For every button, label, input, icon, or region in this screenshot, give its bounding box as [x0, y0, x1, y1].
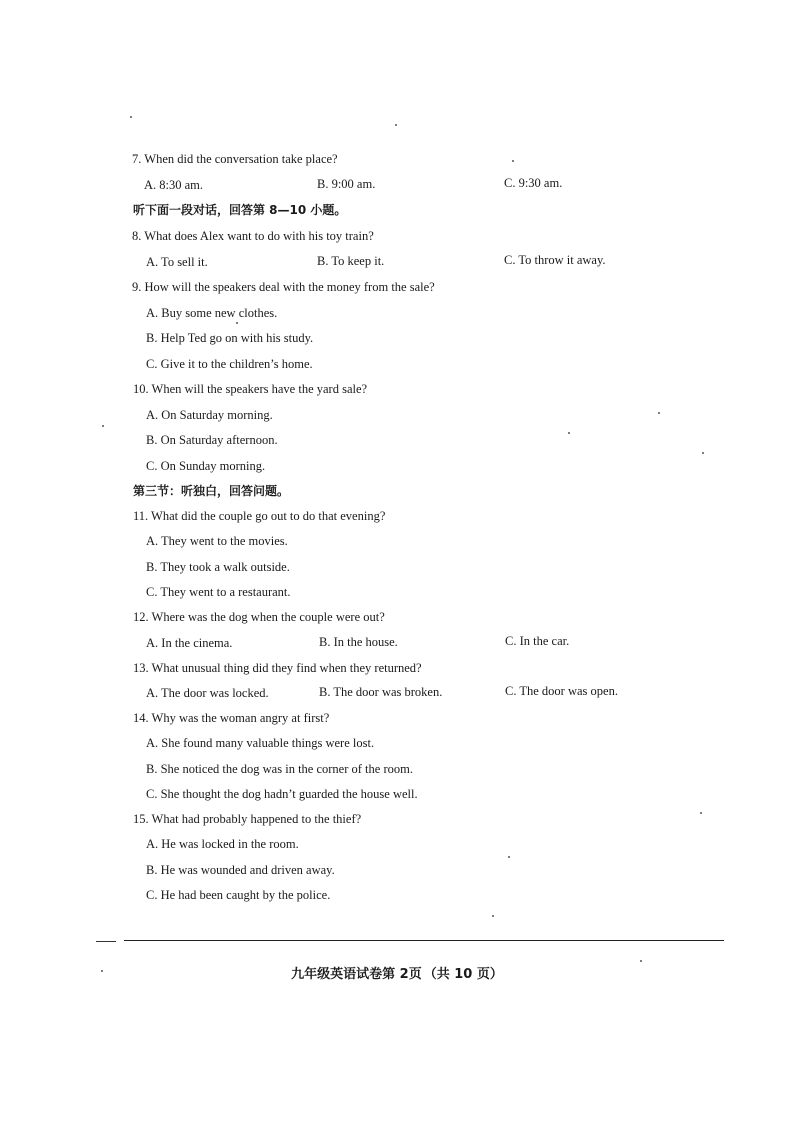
q8-option-a: A. To sell it. — [146, 255, 208, 269]
footer-rule — [124, 940, 724, 941]
scan-speck — [640, 960, 642, 962]
q13-option-a: A. The door was locked. — [146, 686, 269, 700]
scan-speck — [508, 856, 510, 858]
q10-option-c: C. On Sunday morning. — [146, 459, 266, 473]
q7-option-c: C. 9:30 am. — [504, 176, 563, 190]
question-9: 9. How will the speakers deal with the money from the sale? — [132, 280, 435, 294]
scan-speck — [512, 160, 514, 162]
q12-option-a: A. In the cinema. — [146, 636, 233, 650]
q14-option-a: A. She found many valuable things were lost. — [146, 736, 375, 750]
q11-option-c: C. They went to a restaurant. — [146, 585, 291, 599]
section-3-heading: 第三节：听独白，回答问题。 — [133, 484, 290, 498]
question-7: 7. When did the conversation take place? — [132, 152, 338, 166]
footer-page-label: 九年级英语试卷第 2页 — [291, 967, 422, 982]
q10-option-b: B. On Saturday afternoon. — [146, 433, 278, 447]
scan-speck — [236, 322, 238, 324]
q11-option-a: A. They went to the movies. — [146, 534, 288, 548]
question-15: 15. What had probably happened to the thief? — [133, 812, 362, 826]
q14-option-b: B. She noticed the dog was in the corner of the room. — [146, 762, 413, 776]
instruction-8-10: 听下面一段对话，回答第 8—10 小题。 — [133, 203, 347, 217]
q9-option-c: C. Give it to the children’s home. — [146, 357, 313, 371]
question-14: 14. Why was the woman angry at first? — [133, 711, 330, 725]
scan-speck — [568, 432, 570, 434]
question-8: 8. What does Alex want to do with his toy train? — [132, 229, 374, 243]
scan-speck — [702, 452, 704, 454]
scan-speck — [395, 124, 397, 126]
scan-speck — [700, 812, 702, 814]
q7-option-a: A. 8:30 am. — [144, 178, 204, 192]
q11-option-b: B. They took a walk outside. — [146, 560, 290, 574]
q15-option-c: C. He had been caught by the police. — [146, 888, 331, 902]
scan-speck — [130, 116, 132, 118]
q12-option-b: B. In the house. — [319, 635, 398, 649]
q14-option-c: C. She thought the dog hadn’t guarded the house well. — [146, 787, 418, 801]
scan-speck — [101, 970, 103, 972]
q9-option-a: A. Buy some new clothes. — [146, 306, 278, 320]
scan-speck — [102, 425, 104, 427]
scan-speck — [658, 412, 660, 414]
q8-option-b: B. To keep it. — [317, 254, 385, 268]
q13-option-c: C. The door was open. — [505, 684, 618, 698]
q13-option-b: B. The door was broken. — [319, 685, 443, 699]
q10-option-a: A. On Saturday morning. — [146, 408, 273, 422]
question-12: 12. Where was the dog when the couple were out? — [133, 610, 385, 624]
q7-option-b: B. 9:00 am. — [317, 177, 376, 191]
footer-total-pages: （共 10 页） — [423, 967, 503, 982]
q8-option-c: C. To throw it away. — [504, 253, 606, 267]
scan-speck — [492, 915, 494, 917]
question-13: 13. What unusual thing did they find when they returned? — [133, 661, 422, 675]
q15-option-a: A. He was locked in the room. — [146, 837, 299, 851]
q9-option-b: B. Help Ted go on with his study. — [146, 331, 314, 345]
q12-option-c: C. In the car. — [505, 634, 570, 648]
footer-rule-left — [96, 941, 116, 942]
page-footer — [0, 963, 794, 982]
question-10: 10. When will the speakers have the yard sale? — [133, 382, 368, 396]
q15-option-b: B. He was wounded and driven away. — [146, 863, 335, 877]
question-11: 11. What did the couple go out to do that evening? — [133, 509, 386, 523]
